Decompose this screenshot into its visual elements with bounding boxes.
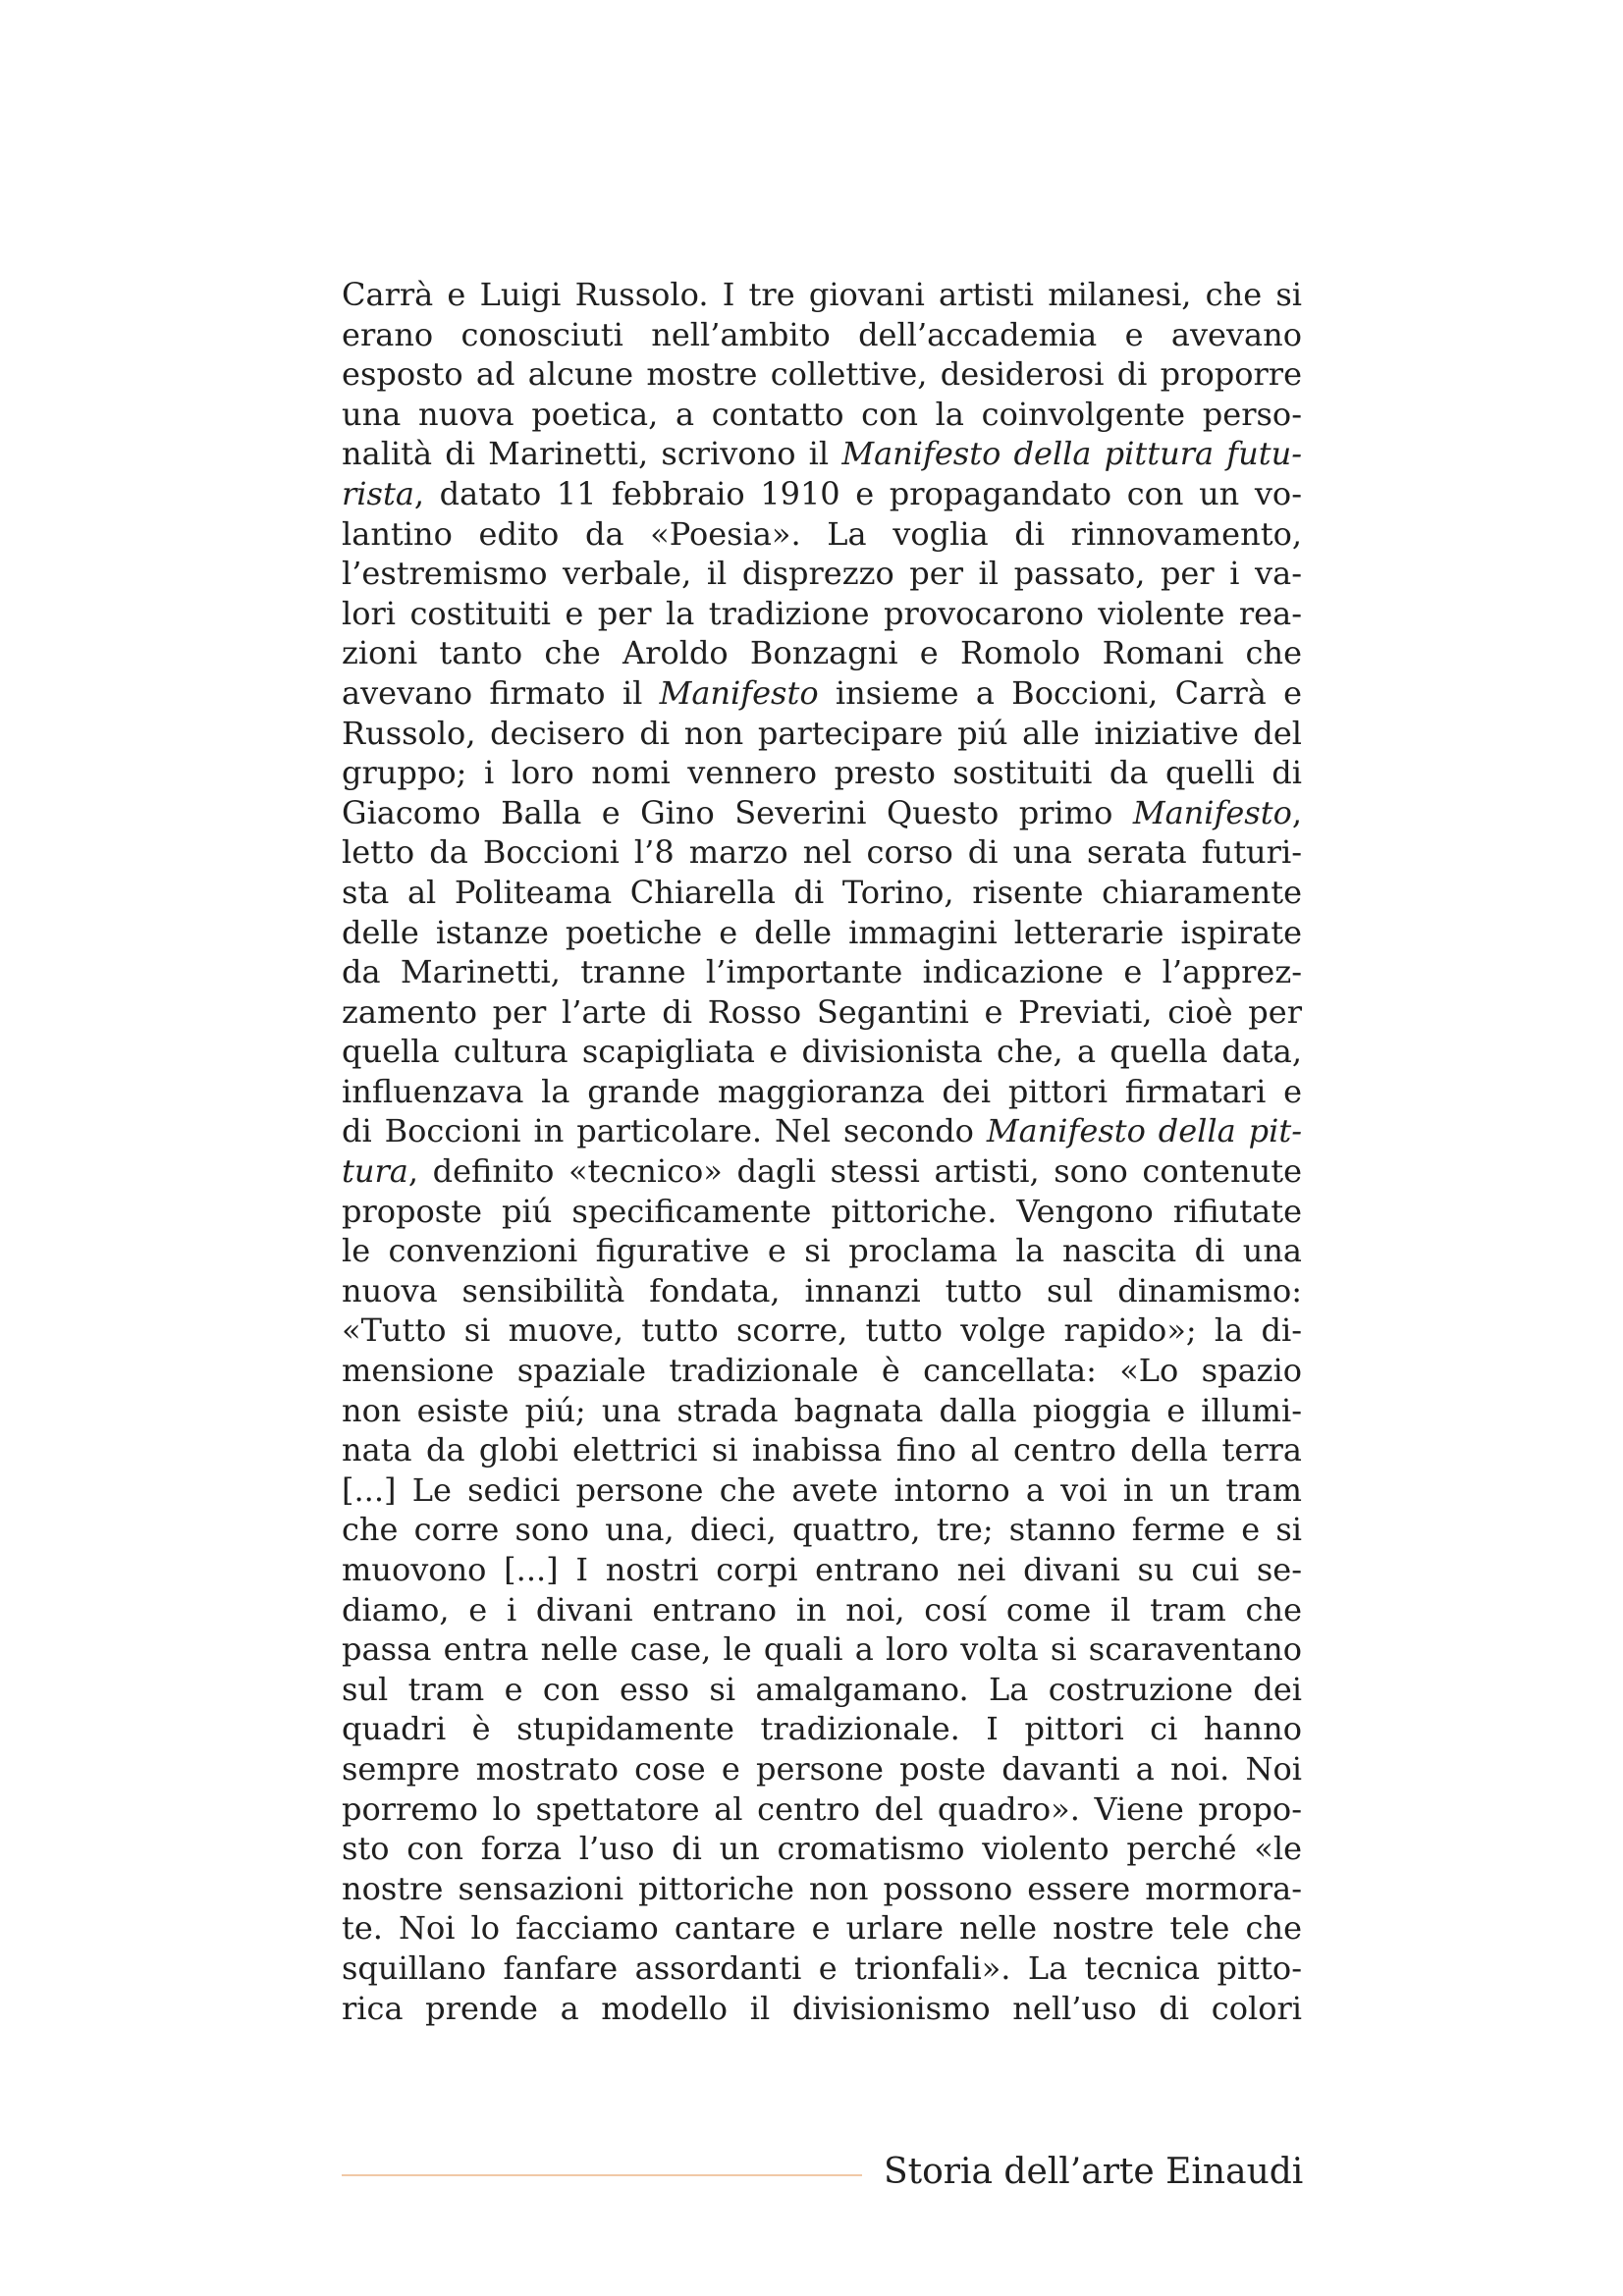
text-run: che corre sono una, dieci, quattro, tre; stanno ferme e si: [342, 1511, 1302, 1549]
text-line: [342, 1709, 1302, 1749]
text-line: [342, 354, 1302, 395]
text-run: nostre sensazioni pittoriche non possono essere mormora-: [342, 1869, 1302, 1907]
text-run: l’estremismo verbale, il disprezzo per il passato, per i va-: [342, 555, 1302, 593]
text-run: influenzava la grande maggioranza dei pittori firmatari e: [342, 1072, 1302, 1110]
text-line: [342, 514, 1302, 555]
text-run: quella cultura scapigliata e divisionista che, a quella data,: [342, 1033, 1302, 1071]
text-run: delle istanze poetiche e delle immagini letterarie ispirate: [342, 913, 1302, 951]
text-line: [342, 1072, 1302, 1112]
text-run: nalità di Marinetti, scrivono il: [342, 435, 842, 473]
text-run: porremo lo spettatore al centro del quadro». Viene propo-: [342, 1789, 1302, 1828]
text-line: [342, 633, 1302, 673]
body-text: [342, 275, 1302, 2028]
text-line: [342, 1869, 1302, 1909]
text-run-italic: Manifesto della pit-: [986, 1112, 1303, 1150]
text-run: quadri è stupidamente tradizionale. I pittori ci hanno: [342, 1710, 1302, 1748]
text-run: ,: [1291, 793, 1302, 831]
text-line: [342, 1629, 1302, 1670]
text-run: avevano firmato il: [342, 673, 660, 712]
text-run: proposte piú specificamente pittoriche. Vengono rifiutate: [342, 1192, 1302, 1230]
text-run-italic: tura: [342, 1152, 408, 1191]
footer-title: Storia dell’arte Einaudi: [884, 2152, 1304, 2192]
text-run: nata da globi elettrici si inabissa fino al centro della terra: [342, 1431, 1302, 1469]
text-line: [342, 753, 1302, 793]
text-line: [342, 1550, 1302, 1590]
text-line: [342, 275, 1302, 315]
text-run: rica prende a modello il divisionismo nell’uso di colori: [342, 1989, 1302, 2027]
text-line: [342, 1271, 1302, 1311]
text-run: Giacomo Balla e Gino Severini Questo primo: [342, 793, 1133, 831]
text-line: [342, 1908, 1302, 1949]
text-run-italic: Manifesto: [1132, 793, 1292, 831]
text-run: esposto ad alcune mostre collettive, desiderosi di proporre: [342, 355, 1302, 394]
text-run: letto da Boccioni l’8 marzo nel corso di una serata futuri-: [342, 833, 1302, 872]
text-line: [342, 873, 1302, 913]
text-line: [342, 434, 1302, 474]
text-run: nuova sensibilità fondata, innanzi tutto sul dinamismo:: [342, 1271, 1302, 1309]
text-line: [342, 1310, 1302, 1351]
text-line: [342, 952, 1302, 992]
text-run: squillano fanfare assordanti e trionfali». La tecnica pitto-: [342, 1949, 1302, 1987]
text-run: non esiste piú; una strada bagnata dalla pioggia e illumi-: [342, 1391, 1302, 1429]
text-run-italic: Manifesto: [659, 673, 819, 712]
text-run-italic: Manifesto della pittura futu-: [841, 435, 1303, 473]
text-line: [342, 1391, 1302, 1431]
text-run: , datato 11 febbraio 1910 e propagandato con un vo-: [413, 474, 1302, 512]
text-run-italic: rista: [342, 474, 414, 512]
text-line: [342, 594, 1302, 634]
text-run: lori costituiti e per la tradizione provocarono violente rea-: [342, 594, 1302, 632]
text-run: Carrà e Luigi Russolo. I tre giovani artisti milanesi, che si: [342, 276, 1302, 313]
text-line: [342, 1510, 1302, 1550]
text-line: [342, 315, 1302, 355]
text-line: [342, 1231, 1302, 1271]
text-run: sto con forza l’uso di un cromatismo violento perché «le: [342, 1830, 1302, 1868]
text-line: [342, 673, 1302, 714]
text-run: insieme a Boccioni, Carrà e: [818, 673, 1303, 712]
text-run: da Marinetti, tranne l’importante indicazione e l’apprez-: [342, 953, 1302, 991]
text-run: zamento per l’arte di Rosso Segantini e Previati, cioè per: [342, 992, 1302, 1031]
text-line: [342, 1749, 1302, 1789]
text-line: [342, 554, 1302, 594]
text-run: «Tutto si muove, tutto scorre, tutto volge rapido»; la di-: [342, 1311, 1302, 1350]
text-line: [342, 1590, 1302, 1630]
text-line: [342, 1351, 1302, 1391]
text-line: [342, 1470, 1302, 1511]
text-run: muovono [...] I nostri corpi entrano nei divani su cui se-: [342, 1551, 1302, 1588]
text-run: di Boccioni in particolare. Nel secondo: [342, 1112, 987, 1150]
text-line: [342, 1151, 1302, 1192]
text-run: te. Noi lo facciamo cantare e urlare nelle nostre tele che: [342, 1909, 1302, 1948]
footer-rule: [342, 2174, 862, 2176]
text-line: [342, 714, 1302, 754]
text-line: [342, 1949, 1302, 1989]
text-line: [342, 474, 1302, 514]
text-line: [342, 1032, 1302, 1072]
text-run: mensione spaziale tradizionale è cancellata: «Lo spazio: [342, 1352, 1302, 1390]
text-run: diamo, e i divani entrano in noi, cosí come il tram che: [342, 1590, 1302, 1629]
text-run: passa entra nelle case, le quali a loro volta si scaraventano: [342, 1630, 1302, 1669]
text-line: [342, 1430, 1302, 1470]
text-run: lantino edito da «Poesia». La voglia di rinnovamento,: [342, 514, 1302, 553]
text-run: zioni tanto che Aroldo Bonzagni e Romolo Romani che: [342, 634, 1302, 672]
text-line: [342, 832, 1302, 873]
text-line: [342, 1192, 1302, 1232]
text-run: le convenzioni figurative e si proclama la nascita di una: [342, 1232, 1302, 1270]
text-line: [342, 1989, 1302, 2029]
text-run: [...] Le sedici persone che avete intorno a voi in un tram: [342, 1470, 1302, 1509]
text-run: sta al Politeama Chiarella di Torino, risente chiaramente: [342, 873, 1302, 911]
text-line: [342, 1111, 1302, 1151]
text-run: sempre mostrato cose e persone poste davanti a noi. Noi: [342, 1749, 1302, 1788]
text-run: , definito «tecnico» dagli stessi artisti, sono contenute: [407, 1152, 1302, 1191]
text-line: [342, 395, 1302, 435]
text-run: una nuova poetica, a contatto con la coinvolgente perso-: [342, 395, 1302, 433]
text-run: Russolo, decisero di non partecipare piú alle iniziative del: [342, 714, 1302, 752]
text-line: [342, 992, 1302, 1033]
text-line: [342, 1829, 1302, 1869]
text-line: [342, 1789, 1302, 1830]
text-run: gruppo; i loro nomi vennero presto sostituiti da quelli di: [342, 754, 1302, 792]
text-run: erano conosciuti nell’ambito dell’accademia e avevano: [342, 315, 1302, 353]
text-run: sul tram e con esso si amalgamano. La costruzione dei: [342, 1670, 1302, 1708]
text-line: [342, 793, 1302, 833]
text-line: [342, 913, 1302, 953]
text-line: [342, 1670, 1302, 1710]
